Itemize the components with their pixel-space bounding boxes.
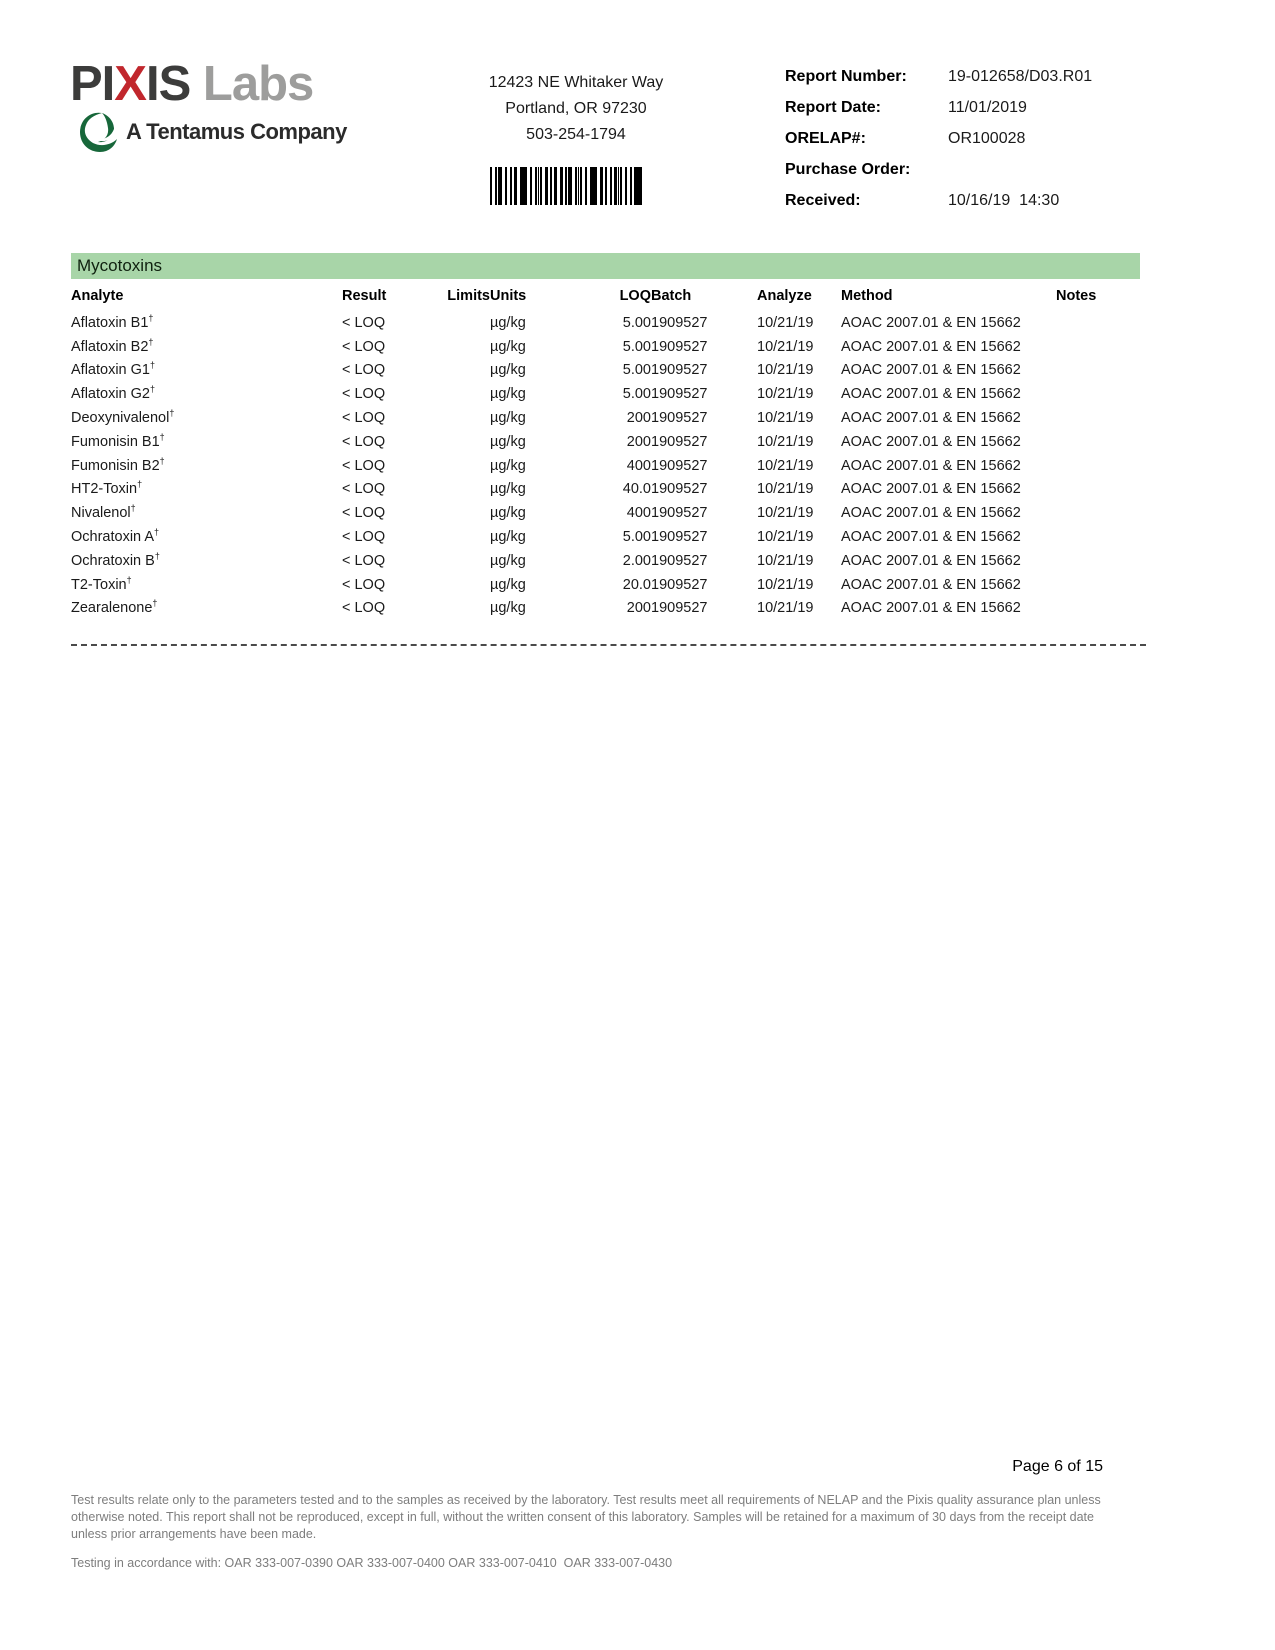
result-value: < LOQ <box>342 552 386 569</box>
report-info-label: ORELAP#: <box>785 130 866 147</box>
method-value: AOAC 2007.01 & EN 15662 <box>841 362 1021 379</box>
limits-value <box>442 597 490 621</box>
analyze-date: 10/21/19 <box>757 386 814 403</box>
analyte-name: Aflatoxin G2 <box>71 386 150 403</box>
analyte-cell <box>71 501 342 525</box>
batch-value: 1909527 <box>651 433 708 450</box>
limits-value <box>442 573 490 597</box>
table-row <box>71 478 1140 502</box>
column-header-analyze: Analyze <box>757 288 812 304</box>
analyze-date: 10/21/19 <box>757 338 814 355</box>
analyte-cell <box>71 454 342 478</box>
dagger-footnote-marker: † <box>159 455 165 466</box>
limits-value <box>442 406 490 430</box>
dagger-footnote-marker: † <box>148 336 154 347</box>
notes-value <box>1056 406 1140 430</box>
analyte-name: Fumonisin B2 <box>71 457 160 474</box>
address-line-phone: 503-254-1794 <box>526 126 626 143</box>
dagger-footnote-marker: † <box>152 598 158 609</box>
column-header-notes: Notes <box>1056 288 1097 304</box>
loq-value: 400 <box>626 457 651 474</box>
results-table-header <box>71 281 1140 311</box>
units-value: µg/kg <box>490 386 526 403</box>
loq-value: 400 <box>626 505 651 522</box>
method-value: AOAC 2007.01 & EN 15662 <box>841 410 1021 427</box>
table-row <box>71 382 1140 406</box>
result-value: < LOQ <box>342 338 386 355</box>
analyte-cell <box>71 478 342 502</box>
units-value: µg/kg <box>490 600 526 617</box>
analyte-name: Ochratoxin A <box>71 529 155 546</box>
dagger-footnote-marker: † <box>130 503 136 514</box>
analyte-name: Deoxynivalenol <box>71 410 170 427</box>
sample-barcode <box>490 167 642 205</box>
tentamus-tagline <box>78 111 347 153</box>
notes-value <box>1056 311 1140 335</box>
tentamus-leaf-icon <box>78 111 118 153</box>
result-value: < LOQ <box>342 481 386 498</box>
batch-value: 1909527 <box>651 481 708 498</box>
batch-value: 1909527 <box>651 314 708 331</box>
page-number: Page 6 of 15 <box>1012 1458 1103 1475</box>
analyte-cell <box>71 597 342 621</box>
units-value: µg/kg <box>490 433 526 450</box>
report-info-row <box>785 130 1205 161</box>
analyze-date: 10/21/19 <box>757 410 814 427</box>
notes-value <box>1056 573 1140 597</box>
report-info-row <box>785 99 1205 130</box>
column-header-analyte: Analyte <box>71 288 124 304</box>
address-line-city: Portland, OR 97230 <box>505 100 647 117</box>
dagger-footnote-marker: † <box>154 551 160 562</box>
limits-value <box>442 359 490 383</box>
method-value: AOAC 2007.01 & EN 15662 <box>841 600 1021 617</box>
report-info-row <box>785 192 1205 223</box>
notes-value <box>1056 382 1140 406</box>
analyte-name: Aflatoxin B1 <box>71 314 149 331</box>
dagger-footnote-marker: † <box>154 527 160 538</box>
method-value: AOAC 2007.01 & EN 15662 <box>841 314 1021 331</box>
limits-value <box>442 501 490 525</box>
analyte-name: Ochratoxin B <box>71 552 155 569</box>
notes-value <box>1056 478 1140 502</box>
dagger-footnote-marker: † <box>137 479 143 490</box>
batch-value: 1909527 <box>651 552 708 569</box>
units-value: µg/kg <box>490 552 526 569</box>
loq-value: 40.0 <box>622 481 651 498</box>
loq-value: 5.00 <box>622 529 651 546</box>
batch-value: 1909527 <box>651 362 708 379</box>
dagger-footnote-marker: † <box>159 432 165 443</box>
result-value: < LOQ <box>342 457 386 474</box>
method-value: AOAC 2007.01 & EN 15662 <box>841 552 1021 569</box>
limits-value <box>442 525 490 549</box>
logo-text-pixis: PIXIS <box>70 57 191 111</box>
analyte-cell <box>71 430 342 454</box>
analyte-name: Zearalenone <box>71 600 153 617</box>
batch-value: 1909527 <box>651 410 708 427</box>
report-info-label: Report Date: <box>785 99 882 116</box>
report-info-value: 11/01/2019 <box>948 99 1027 116</box>
result-value: < LOQ <box>342 386 386 403</box>
table-row <box>71 406 1140 430</box>
table-row <box>71 311 1140 335</box>
analyte-name: Nivalenol <box>71 505 131 522</box>
report-info-value: 19-012658/D03.R01 <box>948 68 1093 85</box>
notes-value <box>1056 335 1140 359</box>
analyze-date: 10/21/19 <box>757 529 814 546</box>
units-value: µg/kg <box>490 314 526 331</box>
notes-value <box>1056 359 1140 383</box>
units-value: µg/kg <box>490 481 526 498</box>
analyte-name: HT2-Toxin <box>71 481 138 498</box>
lab-address <box>430 70 722 148</box>
column-header-batch: Batch <box>651 288 692 304</box>
batch-value: 1909527 <box>651 576 708 593</box>
logo-red-x: X <box>114 57 146 111</box>
batch-value: 1909527 <box>651 600 708 617</box>
report-info-label: Purchase Order: <box>785 161 911 178</box>
analyte-cell <box>71 311 342 335</box>
method-value: AOAC 2007.01 & EN 15662 <box>841 481 1021 498</box>
analyte-name: Aflatoxin B2 <box>71 338 149 355</box>
report-info-label: Report Number: <box>785 68 907 85</box>
batch-value: 1909527 <box>651 505 708 522</box>
report-info-value: OR100028 <box>948 130 1026 147</box>
analyte-cell <box>71 406 342 430</box>
limits-value <box>442 549 490 573</box>
results-table <box>71 281 1140 620</box>
report-info-label: Received: <box>785 192 861 209</box>
dagger-footnote-marker: † <box>150 360 156 371</box>
result-value: < LOQ <box>342 410 386 427</box>
method-value: AOAC 2007.01 & EN 15662 <box>841 576 1021 593</box>
units-value: µg/kg <box>490 362 526 379</box>
loq-value: 5.00 <box>622 314 651 331</box>
notes-value <box>1056 430 1140 454</box>
pixis-labs-logo <box>70 57 347 153</box>
table-row <box>71 430 1140 454</box>
analyze-date: 10/21/19 <box>757 552 814 569</box>
units-value: µg/kg <box>490 457 526 474</box>
units-value: µg/kg <box>490 576 526 593</box>
limits-value <box>442 478 490 502</box>
units-value: µg/kg <box>490 410 526 427</box>
analyze-date: 10/21/19 <box>757 505 814 522</box>
notes-value <box>1056 597 1140 621</box>
footer-accordance: Testing in accordance with: OAR 333-007-0390 OAR 333-007-0400 OAR 333-007-0410 OAR 333-007-0430 <box>71 1556 673 1570</box>
report-info-row <box>785 68 1205 99</box>
loq-value: 200 <box>626 410 651 427</box>
batch-value: 1909527 <box>651 338 708 355</box>
notes-value <box>1056 525 1140 549</box>
result-value: < LOQ <box>342 529 386 546</box>
table-row <box>71 597 1140 621</box>
units-value: µg/kg <box>490 338 526 355</box>
loq-value: 20.0 <box>622 576 651 593</box>
footer-disclaimer: Test results relate only to the parameters tested and to the samples as received by the laboratory. Test results meet all requirements of NELAP and the Pixis quality assurance plan unless otherwise noted. This report shall not be reproduced, except in full, without the written consent of this laboratory. Samples will be retained for a maximum of 30 days from the receipt date unless prior arrangements have been made. <box>71 1493 1101 1541</box>
results-table-body <box>71 311 1140 620</box>
notes-value <box>1056 501 1140 525</box>
loq-value: 5.00 <box>622 362 651 379</box>
method-value: AOAC 2007.01 & EN 15662 <box>841 386 1021 403</box>
method-value: AOAC 2007.01 & EN 15662 <box>841 457 1021 474</box>
analyze-date: 10/21/19 <box>757 314 814 331</box>
table-end-dashed-divider <box>71 644 1146 646</box>
analyte-cell <box>71 382 342 406</box>
method-value: AOAC 2007.01 & EN 15662 <box>841 433 1021 450</box>
table-row <box>71 454 1140 478</box>
column-header-result: Result <box>342 288 387 304</box>
result-value: < LOQ <box>342 576 386 593</box>
analyze-date: 10/21/19 <box>757 600 814 617</box>
analyte-cell <box>71 335 342 359</box>
loq-value: 5.00 <box>622 338 651 355</box>
table-row <box>71 501 1140 525</box>
loq-value: 5.00 <box>622 386 651 403</box>
analyze-date: 10/21/19 <box>757 481 814 498</box>
analyte-cell <box>71 359 342 383</box>
dagger-footnote-marker: † <box>126 574 132 585</box>
analyte-name: Aflatoxin G1 <box>71 362 150 379</box>
analyte-cell <box>71 525 342 549</box>
batch-value: 1909527 <box>651 529 708 546</box>
analyte-name: T2-Toxin <box>71 576 127 593</box>
table-row <box>71 335 1140 359</box>
report-info-value: 10/16/19 14:30 <box>948 192 1060 209</box>
limits-value <box>442 311 490 335</box>
notes-value <box>1056 454 1140 478</box>
analyte-name: Fumonisin B1 <box>71 433 160 450</box>
result-value: < LOQ <box>342 505 386 522</box>
logo-wordmark <box>70 57 347 111</box>
report-info-row <box>785 161 1205 192</box>
column-header-limits: Limits <box>447 288 490 304</box>
batch-value: 1909527 <box>651 386 708 403</box>
units-value: µg/kg <box>490 529 526 546</box>
column-header-method: Method <box>841 288 893 304</box>
batch-value: 1909527 <box>651 457 708 474</box>
table-row <box>71 359 1140 383</box>
limits-value <box>442 335 490 359</box>
column-header-units: Units <box>490 288 527 304</box>
section-title: Mycotoxins <box>77 256 163 275</box>
notes-value <box>1056 549 1140 573</box>
column-header-loq: LOQ <box>619 288 651 304</box>
limits-value <box>442 382 490 406</box>
analyze-date: 10/21/19 <box>757 576 814 593</box>
analyze-date: 10/21/19 <box>757 362 814 379</box>
result-value: < LOQ <box>342 314 386 331</box>
tagline-text: A Tentamus Company <box>126 119 347 144</box>
analyze-date: 10/21/19 <box>757 457 814 474</box>
loq-value: 2.00 <box>622 552 651 569</box>
analyte-cell <box>71 573 342 597</box>
table-row <box>71 573 1140 597</box>
result-value: < LOQ <box>342 600 386 617</box>
method-value: AOAC 2007.01 & EN 15662 <box>841 505 1021 522</box>
section-header-mycotoxins <box>71 253 1140 279</box>
limits-value <box>442 430 490 454</box>
table-row <box>71 525 1140 549</box>
report-info-block <box>785 68 1205 223</box>
dagger-footnote-marker: † <box>150 384 156 395</box>
logo-text-labs: Labs <box>190 57 314 111</box>
loq-value: 200 <box>626 600 651 617</box>
method-value: AOAC 2007.01 & EN 15662 <box>841 529 1021 546</box>
result-value: < LOQ <box>342 433 386 450</box>
analyze-date: 10/21/19 <box>757 433 814 450</box>
dagger-footnote-marker: † <box>148 313 154 324</box>
dagger-footnote-marker: † <box>169 408 175 419</box>
limits-value <box>442 454 490 478</box>
address-line-street: 12423 NE Whitaker Way <box>488 74 664 91</box>
loq-value: 200 <box>626 433 651 450</box>
table-row <box>71 549 1140 573</box>
analyte-cell <box>71 549 342 573</box>
units-value: µg/kg <box>490 505 526 522</box>
method-value: AOAC 2007.01 & EN 15662 <box>841 338 1021 355</box>
result-value: < LOQ <box>342 362 386 379</box>
